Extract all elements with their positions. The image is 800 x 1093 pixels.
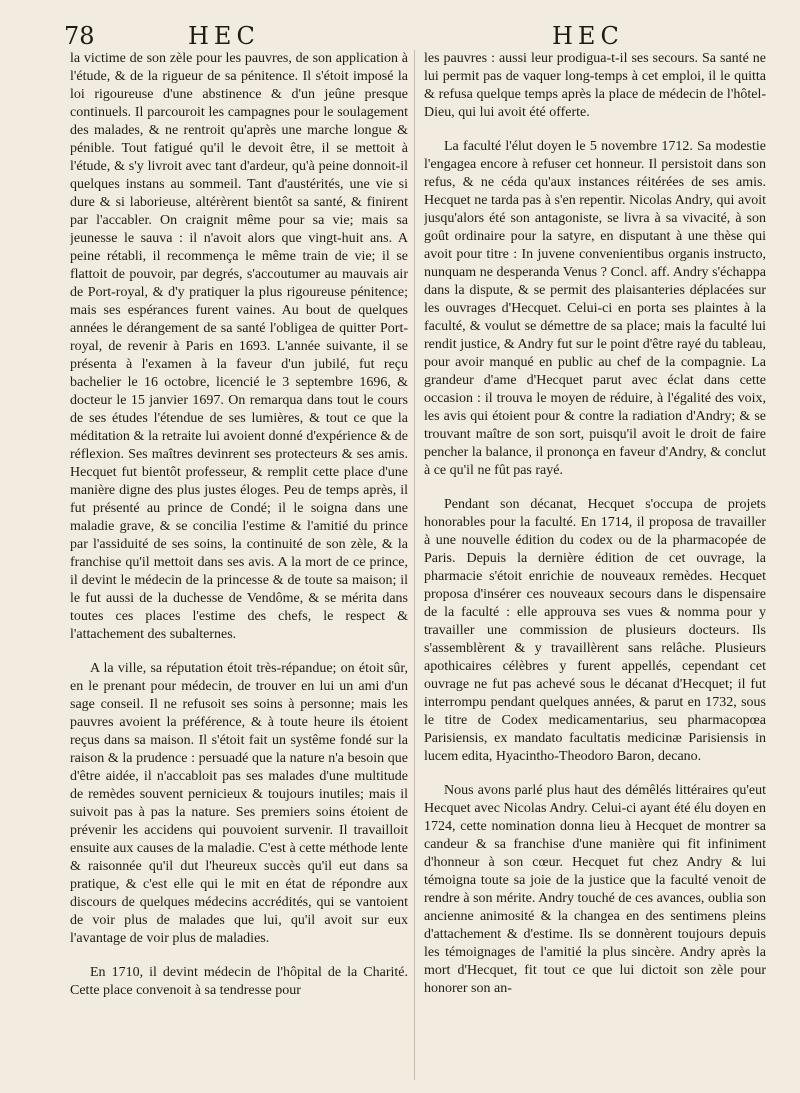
right-column [424,50,766,1090]
paragraph: les pauvres : aussi leur prodigua-t-il ses secours. Sa santé ne lui permit pas de vaquer long-temps à cet emploi, il le quitta & refusa quelque temps après la place de médecin de l'hôtel-Dieu, qui lui avoit été offerte. [424,51,766,120]
paragraph: A la ville, sa réputation étoit très-répandue; on étoit sûr, en le prenant pour médecin, de trouver en lui un ami d'un sage conseil. Il ne refusoit ses soins à personne; mais les pauvres avoient la préférence, & à toute heure ils étoient reçus dans sa maison. Il s'étoit fait un systême fondé sur la raison & la prudence : persuadé que la nature n'a besoin que d'être aidée, il n'accabloit pas ses malades d'une multitude de remèdes souvent pernicieux & toujours inutiles; mais il suivoit pas à pas la nature. Ses premiers soins étoient de prévenir les accidens qui pouvoient survenir. Il travailloit ensuite aux causes de la maladie. C'est à cette méthode lente & raisonnée qu'il dut l'heureux succès qu'il eut dans sa pratique, & c'est elle qui le mit en état de répondre aux discours de quelques médecins accrédités, qui se vantoient de voir plus de malades que lui, qu'il avoit sur eux l'avantage de voir plus de maladies. [70,661,408,946]
paragraph: la victime de son zèle pour les pauvres, de son application à l'étude, & de la rigueur de sa pénitence. Il s'étoit imposé la loi rigoureuse d'une abstinence & d'un jeûne presque continuels. Il parcouroit les campagnes pour le soulagement des malades, & ne rentroit qu'après une marche longue & pénible. Tout fatigué qu'il le devoit être, il se mettoit à l'étude, & s'y livroit avec tant d'ardeur, qu'à peine donnoit-il quelques instans au sommeil. Tant d'austérités, une vie si dure & si laborieuse, altérèrent bientôt sa santé, & finirent par l'accabler. On craignit même pour sa vie; mais sa jeunesse le sauva : il n'avoit alors que vingt-huit ans. A peine rétabli, il recommença le même train de vie; il se flattoit de pouvoir, par degrés, s'accoutumer au mauvais air de Port-royal, & d'y pratiquer la plus rigoureuse pénitence; mais ses espérances furent vaines. Au bout de quelques années le dérangement de sa santé l'obligea de quitter Port-royal, de revenir à Paris en 1693. L'année suivante, il se présenta à l'examen à la faveur d'un jubilé, fut reçu bachelier le 16 octobre, licencié le 3 septembre 1696, & docteur le 15 janvier 1697. On remarqua dans tout le cours de ses études l'étendue de ses lumières, & tout ce que la méditation & la retraite lui avoient donné d'expérience & de réflexion. Ses maîtres devinrent ses protecteurs & ses amis. Hecquet fut bientôt professeur, & remplit cette place d'une manière digne des plus justes éloges. Peu de temps après, il fut présenté au prince de Condé; il le soigna dans une maladie grave, & se concilia l'estime & l'amitié du prince par l'assiduité de ses soins, la continuité de son zèle, & la franchise qu'il mettoit dans ses avis. A la mort de ce prince, il devint le médecin de la princesse & de toute sa maison; il le fut aussi de la duchesse de Vendôme, & se mérita dans toutes ces places l'estime des chefs, le respect & l'attachement des subalternes. [70,51,408,642]
column-divider [414,50,415,1080]
paragraph: La faculté l'élut doyen le 5 novembre 1712. Sa modestie l'engagea encore à refuser cet honneur. Il persistoit dans son refus, & ne céda qu'aux instances réitérées de ses amis. Hecquet ne tarda pas à s'en repentir. Nicolas Andry, qui avoit jusqu'alors été son antagoniste, se livra à sa vivacité, à son goût ordinaire pour la satyre, en disputant à une thèse qui avoit pour titre : In juvene convenientibus organis instructo, nunquam ne desperanda Venus ? Concl. aff. Andry s'échappa dans la dispute, & se permit des plaisanteries déplacées sur les ouvrages d'Hecquet. Celui-ci en porta ses plaintes à la faculté, & voulut se démettre de sa place; mais la faculté lui rendit justice, & Andry fut sur le point d'être rayé du tableau, pour avoir manqué en public au chef de la compagnie. La grandeur d'ame d'Hecquet parut avec éclat dans cette occasion : il trouva le moyen de réduire, à l'égalité des voix, les avis qui étoient pour & contre la radiation d'Andry; & se trouvant maître de son sort, puisqu'il avoit le droit de faire pencher la balance, il prononça en faveur d'Andry, & conclut à ce qu'il ne fût pas rayé. [424,139,766,478]
paragraph: Nous avons parlé plus haut des démêlés littéraires qu'eut Hecquet avec Nicolas Andry. Celui-ci ayant été élu doyen en 1724, cette nomination donna lieu à Hecquet de montrer sa candeur & sa franchise d'une manière qui fit infiniment d'honneur à son cœur. Hecquet fut chez Andry & lui témoigna toute sa joie de la justice que la faculté venoit de rendre à son mérite. Andry touché de ces avances, oublia son ancienne animosité & la changea en des sentimens pleins d'attachement & d'estime. Ils se donnèrent toujours depuis les témoignages de l'amitié la plus sincère. Andry après la mort d'Hecquet, fit tout ce que lui dictoit son zèle pour honorer son an- [424,783,766,996]
running-head-right: HEC [552,22,624,50]
paragraph: Pendant son décanat, Hecquet s'occupa de projets honorables pour la faculté. En 1714, il proposa de travailler à une nouvelle édition du codex ou de la pharmacopée de Paris. Depuis la dernière édition de cet ouvrage, la pharmacie s'étoit enrichie de nouveaux remèdes. Hecquet proposa d'insérer ces nouveaux secours dans le dispensaire de la faculté : elle approuva ses vues & nomma pour y travailler une commission de plusieurs docteurs. Ils s'assemblèrent & y travaillèrent sans relâche. Plusieurs apothicaires célèbres y furent appellés, cependant cet ouvrage ne fut pas achevé sous le décanat d'Hecquet; il fut interrompu pendant quelques années, & parut en 1732, sous le titre de Codex medicamentarius, seu pharmacopœa Parisiensis, ex mandato facultatis medicinæ Parisiensis in lucem edita, Hyacintho-Theodoro Baron, decano. [424,497,766,764]
paragraph: En 1710, il devint médecin de l'hôpital de la Charité. Cette place convenoit à sa tendresse pour [70,965,408,998]
left-column [70,50,408,1090]
page-number: 78 [64,22,95,50]
running-head-left: HEC [188,22,260,50]
